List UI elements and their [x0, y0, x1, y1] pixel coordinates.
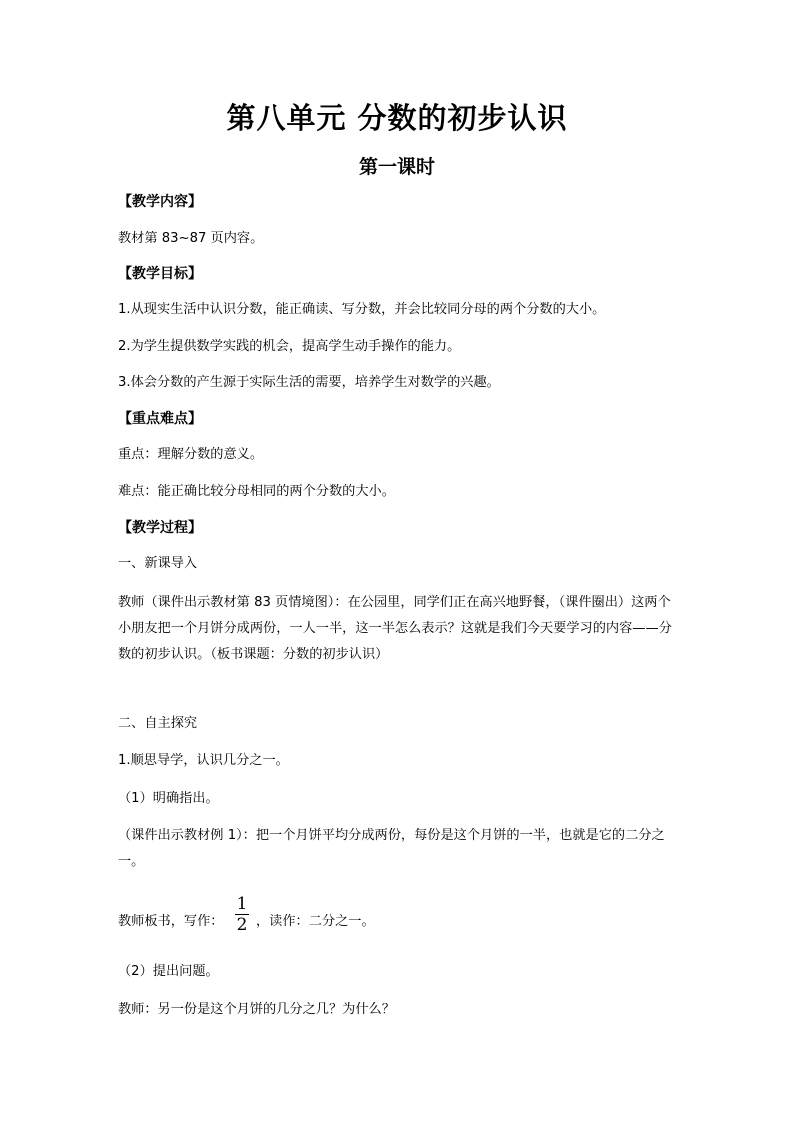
section-heading-key-points: 【重点难点】: [118, 411, 202, 427]
step-1-2-text: （2）提出问题。: [118, 964, 219, 979]
goal-item-2: 2.为学生提供数学实践的机会，提高学生动手操作的能力。: [118, 339, 461, 354]
step-1-text: 1.顺思导学，认识几分之一。: [118, 753, 289, 768]
page-title: 第八单元 分数的初步认识: [226, 101, 568, 135]
section-heading-goals: 【教学目标】: [118, 266, 202, 282]
content-text: 教材第 83~87 页内容。: [118, 231, 264, 246]
fraction-one-half: [234, 895, 250, 934]
intro-paragraph: 教师（课件出示教材第 83 页情境图）：在公园里，同学们正在高兴地野餐，（课件圈出）这两个小朋友把一个月饼分成两份，一人一半，这一半怎么表示？这就是我们今天要学习的内容——分数的初步认识。（板书课题：分数的初步认识）: [118, 595, 672, 662]
part-heading-explore: 二、自主探究: [118, 716, 198, 731]
goal-item-1: 1.从现实生活中认识分数，能正确读、写分数，并会比较同分母的两个分数的大小。: [118, 302, 606, 317]
lesson-subtitle: 第一课时: [358, 156, 435, 178]
part-heading-intro: 一、新课导入: [118, 556, 198, 571]
key-point-text: 重点：理解分数的意义。: [118, 447, 264, 462]
section-heading-content: 【教学内容】: [118, 194, 202, 210]
step-1-1-text: （1）明确指出。: [118, 791, 219, 806]
section-heading-process: 【教学过程】: [118, 520, 202, 536]
board-write-prefix: 教师板书，写作：: [118, 914, 224, 929]
board-write-suffix: ，读作：二分之一。: [256, 914, 375, 929]
fraction-numerator: 1: [236, 894, 248, 914]
difficult-point-text: 难点：能正确比较分母相同的两个分数的大小。: [118, 484, 395, 499]
example-paragraph: （课件出示教材例 1）：把一个月饼平均分成两份，每份是这个月饼的一半，也就是它的二分之一。: [118, 828, 665, 869]
fraction-denominator: 2: [236, 915, 248, 935]
goal-item-3: 3.体会分数的产生源于实际生活的需要，培养学生对数学的兴趣。: [118, 375, 500, 390]
question-text: 教师：另一份是这个月饼的几分之几？为什么？: [118, 1002, 395, 1017]
